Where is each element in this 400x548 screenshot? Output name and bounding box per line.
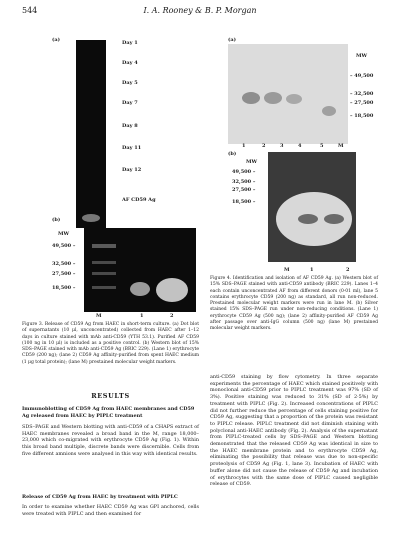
fig4a-band (286, 94, 302, 104)
fig3-marker-band (92, 272, 116, 275)
results-paragraph-1: SDS–PAGE and Western blotting with anti-CD59 of a CHAPS extract of HAEC membranes revealed a broad band in the M, range 18,000–23,000 which co-migrated with erythrocyte CD59 Ag (Fig. 1). Within this broad band multiple, discrete bands were discernible. Cells from five different amnions were analysed in this way with identical results. (22, 424, 199, 457)
fig4b-mw-marker: 27,500 – (232, 187, 256, 193)
fig4a-lane-label: 2 (262, 143, 266, 149)
results-right-column: anti-CD59 staining by flow cytometry. In three separate experiments the percentage of HAEC which stained positively with monoclonal anti-CD59 prior to PIPLC treatment was 97% (SD of 3%). Positive staining was reduced to 31% (SD of 2·5%) by treatment with PIPLC (Fig. 2). Increased concentrations of PIPLC did not further reduce the percentage of cells staining positive for CD59 Ag, suggesting that a proportion of the protein was resistant to PIPLC release. PIPLC treatment did not diminish staining with polyclonal anti-HAEC antibody (Fig. 2). Analysis of the supernatant from PIPLC-treated cells by SDS–PAGE and Western blotting demonstrated that the released CD59 Ag was identical in size to the HAEC membrane protein and to erythrocyte CD59 Ag, eliminating the possibility that release was due to non-specific proteolysis of CD59 Ag (Fig. 1, lane 3). Incubation of HAEC with buffer alone did not cause the release of CD59 Ag and incubation of erythrocytes with the same dose of PIPLC caused negligible release of CD59. (210, 374, 378, 488)
fig4a-band (264, 92, 282, 104)
fig3-mw-marker: 27,500 – (52, 271, 76, 277)
fig4a-mw-marker: – 49,500 (350, 73, 374, 79)
running-header (22, 6, 378, 18)
fig4a-western-blot (228, 44, 348, 144)
fig4b-mw-marker: 18,500 – (232, 199, 256, 205)
fig3-marker-band (92, 286, 116, 289)
results-paragraph-2: In order to examine whether HAEC CD59 Ag was GPI anchored, cells were treated with PIPLC and then examined for (22, 504, 199, 517)
fig4b-band (298, 214, 318, 224)
page-number: 544 (22, 6, 38, 15)
fig3-dot-blot-strip (76, 40, 106, 228)
fig3-western-blot (84, 228, 196, 312)
fig4-panel-b-label: (b) (228, 151, 237, 157)
fig3-mw-marker: 49,500 – (52, 243, 76, 249)
fig3-lane-label: 1 (140, 313, 144, 319)
fig4a-mw-marker: – 18,500 (350, 113, 374, 119)
fig4b-band (324, 214, 344, 224)
fig4b-mw-marker: 32,500 – (232, 179, 256, 185)
fig4b-lane-label: 1 (310, 267, 314, 273)
fig3-mw-title: MW (58, 231, 70, 237)
fig3-day-label: Day 8 (122, 123, 138, 129)
fig3-mw-marker: 18,500 – (52, 285, 76, 291)
fig3-day-label: Day 1 (122, 40, 138, 46)
fig4a-lane-label: 1 (242, 143, 246, 149)
fig4-mw-title: MW (246, 159, 258, 165)
fig4-mw-title: MW (356, 53, 368, 59)
fig3-lane2-band (156, 278, 188, 302)
fig4a-band (242, 92, 260, 104)
fig4b-lane-label: 2 (346, 267, 350, 273)
running-authors: I. A. Rooney & B. P. Morgan (143, 6, 257, 15)
fig4a-mw-marker: – 32,500 (350, 91, 374, 97)
fig3-marker-band (92, 244, 116, 248)
fig4a-band (322, 106, 336, 116)
results-heading: RESULTS (91, 392, 130, 400)
fig4-caption: Figure 4. Identification and isolation of AF CD59 Ag. (a) Western blot of 15% SDS–PAGE stained with anti-CD59 antibody (BRIC 229). Lanes 1–4 each contain unconcentrated AF from different donors (0·01 ml), lane 5 contains erythrocyte CD59 (200 ng) as standard, all run non-reduced. Prestained molecular weight markers were run in lane M. (b) Silver stained 15% SDS–PAGE run under non-reducing conditions. (Lane 1) erythrocyte CD59 Ag (500 ng); (lane 2) affinity-purified AF CD59 Ag after passage over anti-IgG column (500 ng) (lane M) prestained molecular weight markers. (210, 276, 378, 332)
fig3-caption: Figure 3. Release of CD59 Ag from HAEC in short-term culture. (a) Dot blot of supernatants (10 μl, unconcentrated) collected from HAEC after 1–12 days in culture stained with mAb anti-CD59 (YTH 53.1). Purified AF CD59 (100 ng in 10 μl) is included as a positive control. (b) Western blot of 15% SDS–PAGE stained with mAb anti-CD59 Ag (BRIC 229). (Lane 1) erythrocyte CD59 (200 ng); (lane 2) CD59 Ag affinity-purified from spent HAEC medium (1 μg total protein); (lane M) prestained molecular weight markers. (22, 322, 199, 365)
fig3-day-label: Day 11 (122, 145, 142, 151)
fig3-panel-b-label: (b) (52, 217, 61, 223)
results-subheading-1: Immunoblotting of CD59 Ag from HAEC membranes and CD59 Ag released from HAEC by PIPLC treatment (22, 406, 195, 419)
fig4a-mw-marker: – 27,500 (350, 100, 374, 106)
fig4b-mw-marker: 49,500 – (232, 169, 256, 175)
fig3-day-label: Day 4 (122, 60, 138, 66)
fig4a-lane-label: 5 (320, 143, 324, 149)
fig4a-lane-label: 4 (298, 143, 302, 149)
fig3-day-label: Day 5 (122, 80, 138, 86)
fig3-marker-band (92, 261, 116, 264)
fig3-day-label: Day 12 (122, 167, 142, 173)
fig3-mw-marker: 32,500 – (52, 261, 76, 267)
fig4a-lane-label: M (338, 143, 344, 149)
fig4-panel-a-label: (a) (228, 37, 236, 43)
fig3-panel-a-label: (a) (52, 37, 60, 43)
fig3-day-label: AF CD59 Ag (122, 197, 156, 203)
results-subheading-2: Release of CD59 Ag from HAEC by treatment with PIPLC (22, 494, 178, 500)
fig3-lane-label: M (96, 313, 102, 319)
fig4b-lane-label: M (284, 267, 290, 273)
fig3-lane-label: 2 (170, 313, 174, 319)
fig3-lane1-band (130, 282, 150, 296)
fig3-positive-control-dot (82, 214, 100, 222)
fig4b-silver-gel (268, 152, 356, 262)
fig3-day-label: Day 7 (122, 100, 138, 106)
fig4a-lane-label: 3 (280, 143, 284, 149)
